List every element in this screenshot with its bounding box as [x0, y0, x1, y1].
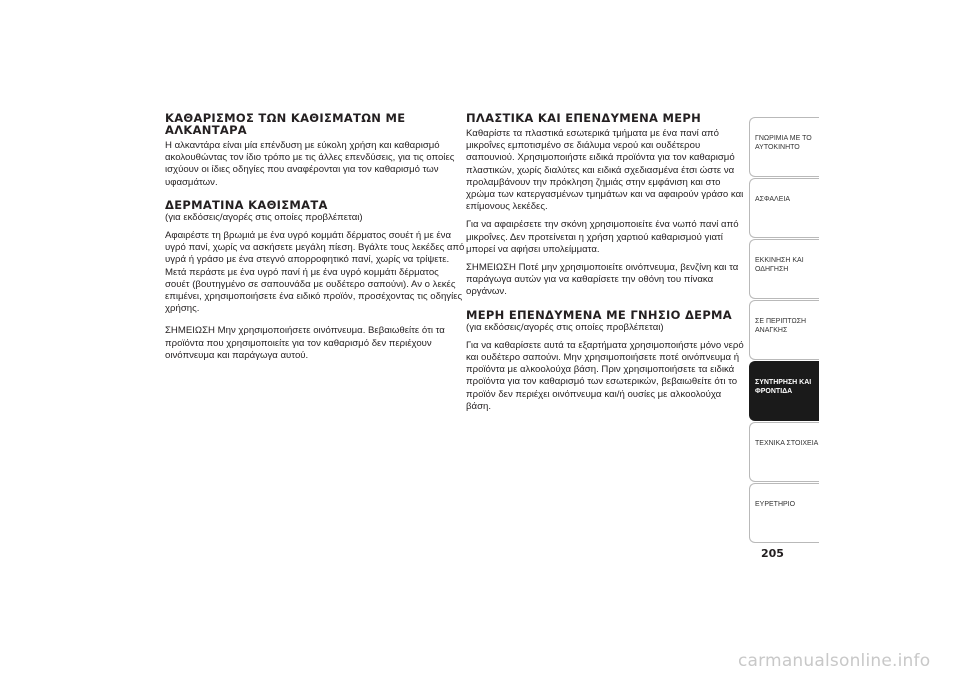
- note-leather: ΣΗΜΕΙΩΣΗ Μην χρησιμοποιήσετε οινόπνευμα. Βεβαιωθείτε ότι τα προϊόντα που χρησιμοποιείτε για τον καθαρισμό δεν περιέχουν οινόπνευμα και παράγωγα αυτού.: [165, 325, 445, 361]
- heading-plastic-parts: ΠΛΑΣΤΙΚΑ ΚΑΙ ΕΠΕΝΔΥΜΕΝΑ ΜΕΡΗ: [466, 111, 702, 125]
- page-number: 205: [761, 547, 784, 560]
- left-column: [165, 112, 465, 362]
- tab-starting-driving[interactable]: [749, 239, 819, 299]
- tab-label: ΕΚΚΙΝΗΣΗ ΚΑΙ ΟΔΗΓΗΣΗ: [755, 257, 804, 273]
- tab-maintenance-care[interactable]: [749, 361, 819, 421]
- tab-index[interactable]: [749, 483, 819, 543]
- note-plastic: ΣΗΜΕΙΩΣΗ Ποτέ μην χρησιμοποιείτε οινόπνευμα, βενζίνη και τα παράγωγα αυτών για να καθαρίσετε την οθόνη του πίνακα οργάνων.: [466, 262, 739, 298]
- tab-technical-data[interactable]: [749, 422, 819, 482]
- chapter-tabs: [749, 117, 819, 544]
- right-column: [466, 112, 748, 413]
- heading-leather-seats: ΔΕΡΜΑΤΙΝΑ ΚΑΘΙΣΜΑΤΑ: [165, 197, 328, 212]
- paragraph-leather-cleaning: Αφαιρέστε τη βρωμιά με ένα υγρό κομμάτι δέρματος σουέτ ή με ένα υγρό πανί, χωρίς να ασκήσετε μεγάλη πίεση. Βγάλτε τους λεκέδες από υγρά ή γράσο με ένα στεγνό απορροφητικό πανί, χωρίς να τρίψετε. Μετά περάστε με ένα υγρό πανί ή με ένα υγρό κομμάτι δέρματος σουέτ (βουτηγμένο σε σαπουνάδα με ουδέτερο σαπούνι). Αν ο λεκές επιμένει, χρησιμοποιήσετε ένα ειδικό προϊόν, προσέχοντας τις οδηγίες χρήσης.: [165, 230, 465, 315]
- watermark: carmanualsonline.info: [738, 651, 931, 671]
- subheading-leather-seats: (για εκδόσεις/αγορές στις οποίες προβλέπεται): [165, 211, 363, 223]
- paragraph-dust-removal: Για να αφαιρέσετε την σκόνη χρησιμοποιείτε ένα νωπό πανί από μικροΐνες. Δεν προτείνεται η χρήση χαρτιού καθαρισμού γιατί μπορεί να αφήσει υπολείμματα.: [466, 219, 739, 255]
- tab-label: ΣΥΝΤΗΡΗΣΗ ΚΑΙ ΦΡΟΝΤΙΔΑ: [755, 379, 812, 395]
- tab-safety[interactable]: [749, 178, 819, 238]
- tab-label: ΕΥΡΕΤΗΡΙΟ: [755, 501, 796, 508]
- tab-emergency[interactable]: [749, 300, 819, 360]
- paragraph-alcantara: Η αλκαντάρα είναι μία επένδυση με εύκολη χρήση και καθαρισμό ακολουθώντας τον ίδιο τρόπο με τις άλλες επενδύσεις, για τις οποίες ισχύουν οι ίδιες οδηγίες που αναφέρονται για τον καθαρισμό των υφασμάτων.: [165, 140, 455, 188]
- tab-getting-to-know[interactable]: [749, 117, 819, 177]
- paragraph-plastic-cleaning: Καθαρίστε τα πλαστικά εσωτερικά τμήματα με ένα πανί από μικροΐνες εμποτισμένο σε διάλυμα νερού και ουδέτερου σαπουνιού. Χρησιμοποιήστε ειδικά προϊόντα για τον καθαρισμό πλαστικών, χωρίς διαλύτες και ειδικά σχεδιασμένα έτσι ώστε να προλαμβάνουν την πρόκληση ζημιάς στην εμφάνιση και στο χρώμα των κατεργασμένων τμημάτων και να αφαιρούν γράσο και επίμονους λεκέδες.: [466, 128, 744, 213]
- tab-label: ΣΕ ΠΕΡΙΠΤΩΣΗ ΑΝΑΓΚΗΣ: [755, 318, 807, 334]
- heading-alcantara-seats: ΚΑΘΑΡΙΣΜΟΣ ΤΩΝ ΚΑΘΙΣΜΑΤΩΝ ΜΕ ΑΛΚΑΝΤΑΡΑ: [165, 111, 406, 137]
- paragraph-genuine-leather: Για να καθαρίσετε αυτά τα εξαρτήματα χρησιμοποιήστε μόνο νερό και ουδέτερο σαπούνι. Μην χρησιμοποιήσετε ποτέ οινόπνευμα ή προϊόντα με αλκοολούχα βάση. Πριν χρησιμοποιήσετε τα ειδικά προϊόντα για τον καθαρισμό των εσωτερικών, βεβαιωθείτε ότι το προϊόν δεν περιέχει οινόπνευμα και/ή ουσίες με αλκοολούχα βάση.: [466, 339, 744, 412]
- subheading-genuine-leather: (για εκδόσεις/αγορές στις οποίες προβλέπεται): [466, 321, 664, 333]
- heading-genuine-leather-parts: ΜΕΡΗ ΕΠΕΝΔΥΜΕΝΑ ΜΕ ΓΝΗΣΙΟ ΔΕΡΜΑ: [466, 307, 732, 322]
- tab-label: ΑΣΦΑΛΕΙΑ: [755, 196, 791, 203]
- tab-label: ΤΕΧΝΙΚΑ ΣΤΟΙΧΕΙΑ: [755, 440, 819, 447]
- tab-label: ΓΝΩΡΙΜΙΑ ΜΕ ΤΟ ΑΥΤΟΚΙΝΗΤΟ: [755, 135, 812, 151]
